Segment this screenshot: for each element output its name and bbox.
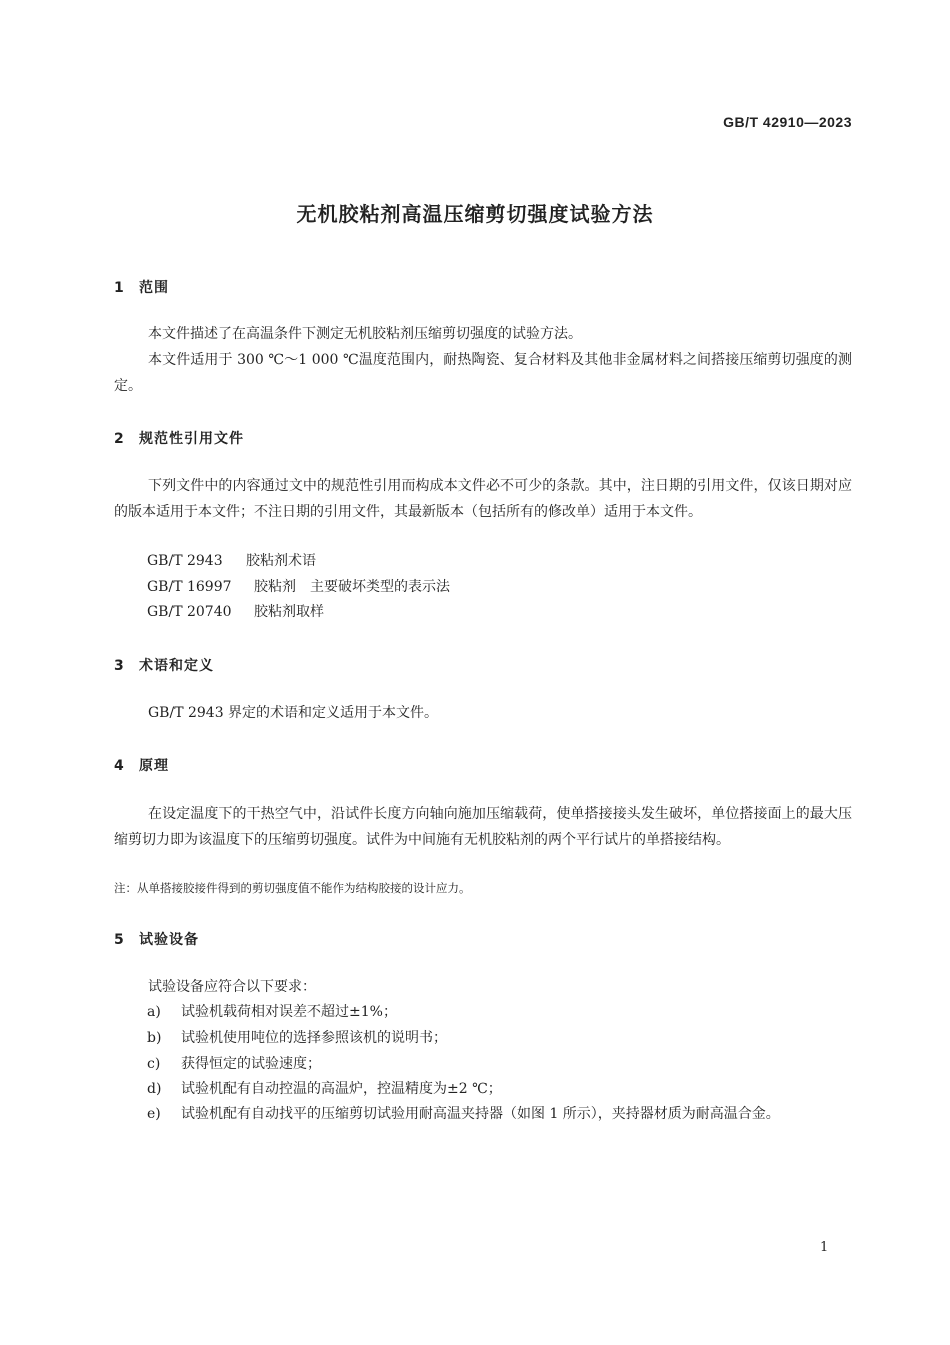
- list-item-label: e): [147, 1106, 161, 1122]
- list-item-text: 试验机配有自动控温的高温炉，控温精度为±2 ℃；: [181, 1081, 502, 1097]
- section-number: 3: [114, 658, 125, 674]
- section-number: 2: [114, 431, 125, 447]
- list-item: [147, 1052, 852, 1078]
- scope-paragraph-2: 本文件适用于 300 ℃～1 000 ℃温度范围内，耐热陶瓷、复合材料及其他非金属材料之间搭接压缩剪切强度的测定。: [114, 352, 852, 394]
- reference-code: GB/T 2943: [147, 553, 223, 569]
- reference-name: 胶粘剂取样: [254, 604, 324, 620]
- reference-item: [147, 576, 450, 596]
- references-paragraph: 下列文件中的内容通过文中的规范性引用而构成本文件必不可少的条款。其中，注日期的引用文件，仅该日期对应的版本适用于本文件；不注日期的引用文件，其最新版本（包括所有的修改单）适用于本文件。: [114, 478, 852, 520]
- section-heading-scope: [114, 277, 169, 297]
- section-title: 原理: [139, 758, 169, 774]
- list-item: [147, 1102, 852, 1128]
- section-heading-normative-references: [114, 428, 244, 448]
- reference-code: GB/T 20740: [147, 604, 232, 620]
- section-title: 规范性引用文件: [139, 431, 244, 447]
- page-number: 1: [820, 1240, 829, 1255]
- section-number: 5: [114, 932, 125, 948]
- section-title: 试验设备: [139, 932, 199, 948]
- document-title: 无机胶粘剂高温压缩剪切强度试验方法: [296, 202, 654, 226]
- list-item: [147, 1026, 852, 1052]
- reference-item: [147, 601, 324, 621]
- list-item-text: 试验机载荷相对误差不超过±1%；: [181, 1004, 397, 1020]
- list-item: [147, 1077, 852, 1103]
- scope-paragraph-1: 本文件描述了在高温条件下测定无机胶粘剂压缩剪切强度的试验方法。: [148, 326, 582, 342]
- list-item-label: c): [147, 1056, 161, 1072]
- section-number: 4: [114, 758, 125, 774]
- section-heading-equipment: [114, 929, 199, 949]
- list-item-text: 试验机配有自动找平的压缩剪切试验用耐高温夹持器（如图 1 所示），夹持器材质为耐高温合金。: [181, 1106, 780, 1122]
- reference-code: GB/T 16997: [147, 579, 232, 595]
- section-number: 1: [114, 280, 125, 296]
- section-heading-terms: [114, 655, 214, 675]
- reference-name: 胶粘剂术语: [246, 553, 316, 569]
- reference-item: [147, 550, 316, 570]
- principle-paragraph: 在设定温度下的干热空气中，沿试件长度方向轴向施加压缩载荷，使单搭接接头发生破坏，单位搭接面上的最大压缩剪切力即为该温度下的压缩剪切强度。试件为中间施有无机胶粘剂的两个平行试片的单搭接结构。: [114, 806, 852, 848]
- equipment-intro: 试验设备应符合以下要求：: [148, 979, 316, 995]
- list-item-text: 试验机使用吨位的选择参照该机的说明书；: [181, 1030, 447, 1046]
- section-title: 术语和定义: [139, 658, 214, 674]
- reference-name: 胶粘剂 主要破坏类型的表示法: [254, 579, 450, 595]
- list-item-label: b): [147, 1030, 162, 1046]
- section-heading-principle: [114, 755, 169, 775]
- section-title: 范围: [139, 280, 169, 296]
- terms-paragraph: GB/T 2943 界定的术语和定义适用于本文件。: [148, 705, 439, 721]
- list-item: [147, 1000, 852, 1026]
- standard-code: GB/T 42910—2023: [723, 114, 852, 130]
- list-item-label: d): [147, 1081, 162, 1097]
- list-item-label: a): [147, 1004, 161, 1020]
- principle-note: 注：从单搭接胶接件得到的剪切强度值不能作为结构胶接的设计应力。: [114, 881, 471, 895]
- list-item-text: 获得恒定的试验速度；: [181, 1056, 321, 1072]
